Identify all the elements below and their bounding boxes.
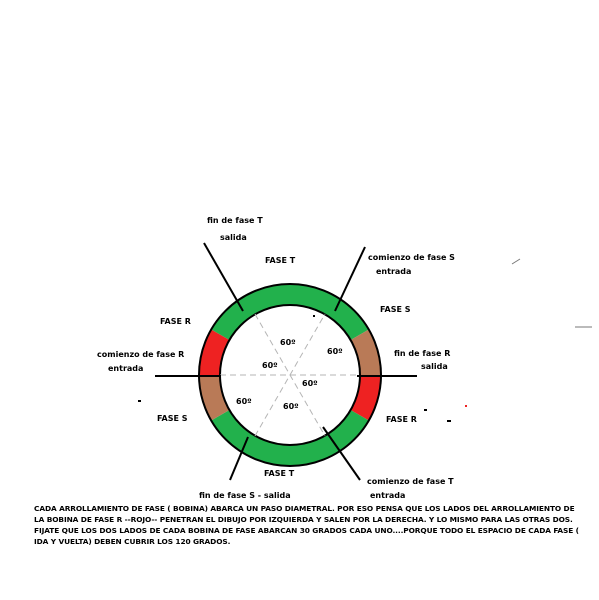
angle-label: 60º <box>262 361 278 370</box>
stray-dot <box>465 405 467 407</box>
label-fin-fase-s: fin de fase S - salida <box>199 491 291 500</box>
label-comienzo-fase-s: comienzo de fase S <box>368 253 455 262</box>
stray-dot <box>313 315 315 317</box>
label-salida-right: salida <box>421 362 448 371</box>
label-entrada-bottom: entrada <box>370 491 406 500</box>
label-entrada-left: entrada <box>108 364 144 373</box>
label-fase-t-bottom: FASE T <box>264 469 295 478</box>
coil-line-fase-t-end <box>204 243 243 311</box>
explanation-caption: CADA ARROLLAMIENTO DE FASE ( BOBINA) ABARCA UN PASO DIAMETRAL. POR ESO PENSA QUE LOS LADOS DEL ARROLLAMIENTO DE LA BOBINA DE FASE R --ROJO-- PENETRAN EL DIBUJO POR IZQUIERDA Y SALEN POR LA DERECHA. Y LO MISMO PARA LAS OTRAS DOS. FIJATE QUE LOS DOS LADOS DE CADA BOBINA DE FASE ABARCAN 30 GRADOS CADA UNO....PORQUE TODO EL ESPACIO DE CADA FASE ( IDA Y VUELTA) DEBEN CUBRIR LOS 120 GRADOS. <box>34 504 579 546</box>
stray-dot <box>447 420 451 422</box>
label-fase-s-right: FASE S <box>380 305 411 314</box>
angle-label: 60º <box>283 402 299 411</box>
label-entrada-top: entrada <box>376 267 412 276</box>
label-comienzo-fase-r: comienzo de fase R <box>97 350 185 359</box>
angle-label: 60º <box>280 338 296 347</box>
label-fase-r-right: FASE R <box>386 415 417 424</box>
stray-dot <box>424 409 427 411</box>
angle-label: 60º <box>236 397 252 406</box>
angle-label: 60º <box>327 347 343 356</box>
label-fase-r-left: FASE R <box>160 317 191 326</box>
label-fin-fase-t: fin de fase T <box>207 216 263 225</box>
angle-label: 60º <box>302 379 318 388</box>
stray-mark <box>512 259 520 264</box>
label-fase-t-top: FASE T <box>265 256 296 265</box>
coil-line-fase-s-start <box>335 247 365 311</box>
label-comienzo-fase-t: comienzo de fase T <box>367 477 454 486</box>
stray-dot <box>138 400 141 402</box>
label-fase-s-left: FASE S <box>157 414 188 423</box>
label-salida-top: salida <box>220 233 247 242</box>
label-fin-fase-r: fin de fase R <box>394 349 451 358</box>
